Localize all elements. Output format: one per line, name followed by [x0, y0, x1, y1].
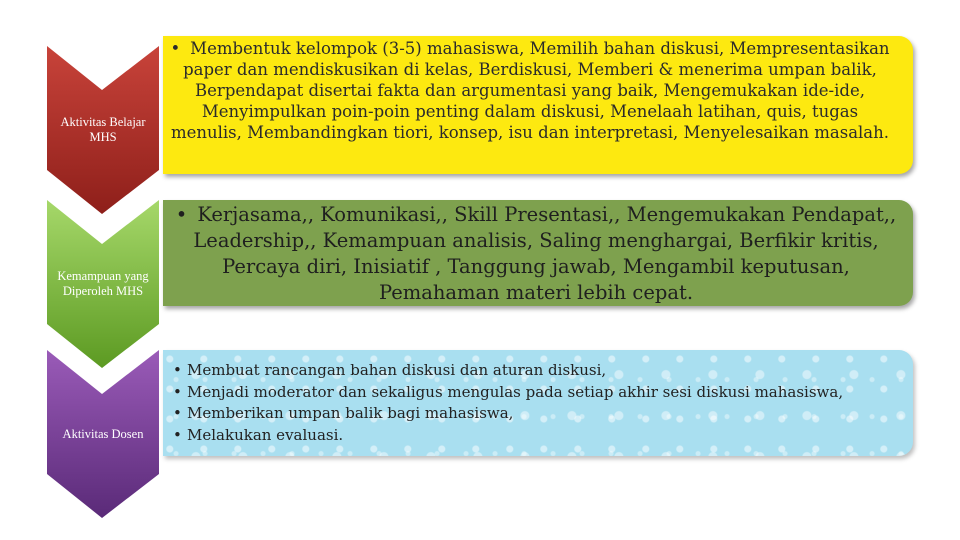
- panel-text: [165, 38, 895, 143]
- row-label: Kemampuan yang Diperoleh MHS: [57, 269, 149, 298]
- row-label: Aktivitas Belajar MHS: [60, 115, 146, 144]
- bullet-icon: •: [175, 203, 188, 226]
- lecturer-activity-list: [173, 360, 843, 446]
- list-item: • Membuat rancangan bahan diskusi dan aturan diskusi,: [173, 361, 607, 379]
- list-item: • Memberikan umpan balik bagi mahasiswa,: [173, 404, 514, 422]
- panel-aktivitas-dosen: [163, 350, 913, 456]
- list-item-text: Melakukan evaluasi.: [187, 425, 344, 444]
- panel-aktivitas-belajar: [163, 36, 913, 174]
- list-item-text: Menjadi moderator dan sekaligus mengulas pada setiap akhir sesi diskusi mahasiswa,: [187, 382, 844, 401]
- bullet-icon: •: [170, 39, 181, 58]
- list-item: • Menjadi moderator dan sekaligus mengulas pada setiap akhir sesi diskusi mahasiswa,: [173, 382, 844, 401]
- panel-text: [171, 202, 901, 306]
- chevron-aktivitas-belajar: [47, 46, 166, 214]
- list-item: • Melakukan evaluasi.: [173, 425, 344, 444]
- activity-description: Membentuk kelompok (3-5) mahasiswa, Memilih bahan diskusi, Mempresentasikan paper dan mendiskusikan di kelas, Berdiskusi, Memberi & menerima umpan balik, Berpendapat disertai fakta dan argumentasi yang baik, Mengemukakan ide-ide, Menyimpulkan poin-poin penting dalam diskusi, Menelaah latihan, quis, tugas menulis, Membandingkan tiori, konsep, isu dan interpretasi, Menyelesaikan masalah.: [170, 39, 890, 142]
- list-item-text: Membuat rancangan bahan diskusi dan aturan diskusi,: [187, 361, 607, 379]
- row-label: Aktivitas Dosen: [62, 426, 144, 441]
- skills-description: Kerjasama,, Komunikasi,, Skill Presentasi,, Mengemukakan Pendapat,, Leadership,, Kemampuan analisis, Saling menghargai, Berfikir kritis, Percaya diri, Inisiatif , Tanggung jawab, Mengambil keputusan, Pemahaman materi lebih cepat.: [193, 203, 897, 304]
- chevron-aktivitas-dosen: [47, 350, 166, 518]
- chevron-kemampuan: [47, 200, 166, 368]
- panel-kemampuan: [163, 200, 913, 306]
- list-item-text: Memberikan umpan balik bagi mahasiswa,: [187, 404, 514, 422]
